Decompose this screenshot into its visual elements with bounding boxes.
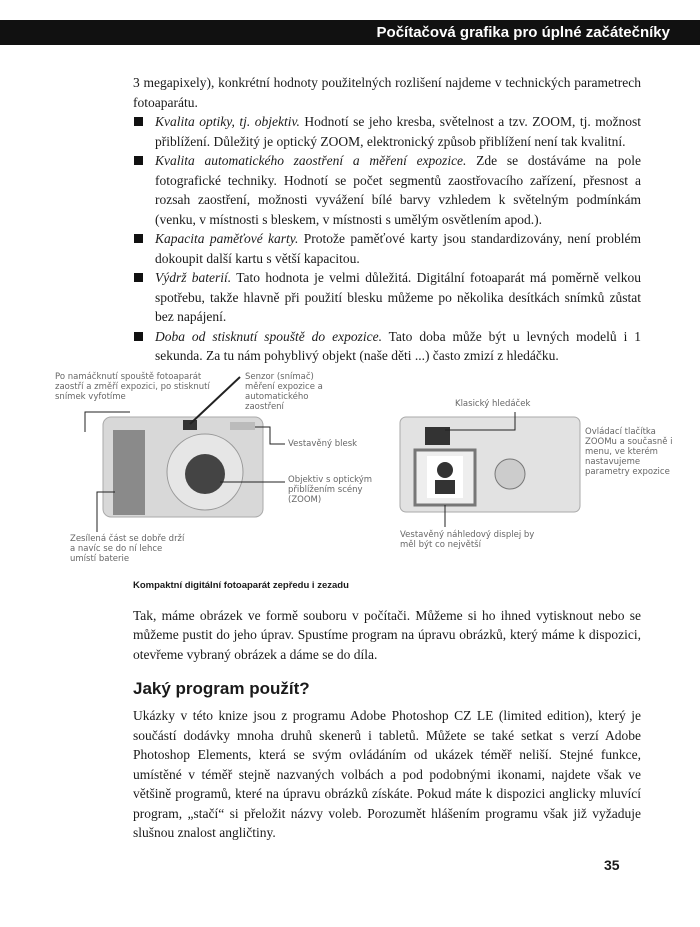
bullet-item bbox=[133, 268, 641, 327]
camera-figure bbox=[55, 372, 675, 577]
figure-caption: Kompaktní digitální fotoaparát zepředu i zezadu bbox=[133, 579, 349, 591]
label-lens: Objektiv s optickým přiblížením scény (ZOOM) bbox=[288, 474, 373, 505]
header-title: Počítačová grafika pro úplné začátečníky bbox=[376, 24, 670, 41]
bullet-item bbox=[133, 112, 641, 151]
section-heading: Jaký program použít? bbox=[133, 679, 310, 698]
bullet-item bbox=[133, 327, 641, 366]
label-viewfinder: Klasický hledáček bbox=[455, 398, 531, 409]
label-sensor: Senzor (snímač) měření expozice a automatického zaostření bbox=[245, 371, 323, 412]
bullet-term: Kapacita paměťové karty. bbox=[155, 231, 299, 246]
label-grip: Zesílená část se dobře drží a navíc se do ní lehce umístí baterie bbox=[70, 533, 185, 564]
bullet-term: Kvalita automatického zaostření a měření expozice. bbox=[155, 153, 467, 168]
bullet-term: Doba od stisknutí spouště do expozice. bbox=[155, 328, 382, 344]
page-number: 35 bbox=[604, 856, 620, 873]
bullet-text: Zde se dostáváme na pole fotografické techniky. Hodnotí se počet segmentů zaostřovacího zařízení, přesnost a rozsah zaostření, možnosti vyvážení bílé barvy vzhledem k světelným podmínkám (venku, v místnosti s bleskem, v místnosti s umělým osvětlením apod.). bbox=[155, 153, 641, 227]
bullet-item bbox=[133, 151, 641, 229]
paragraph: Ukázky v této knize jsou z programu Adobe Photoshop CZ LE (limited edition), který je součástí dodávky mnoha druhů skenerů i tabletů. Můžete se také setkat s verzí Adobe Photoshop Elements, která se svým ovládáním od ukázek téměř neliší. Stejné funkce, umístěné v téměř stejně nazvaných volbách a pod podobnými ikonami, najdete však ve většině programů, které na úpravu obrázků získáte. Pokud máte k dispozici anglicky mluvící program, „stačí“ si přeložit názvy voleb. Porozumět hlášením programu však již vyžaduje slušnou znalost angličtiny. bbox=[133, 708, 641, 840]
label-shutter: Po namáčknutí spouště fotoaparát zaostří a změří expozici, po stisknutí snímek vyfotíme bbox=[55, 371, 210, 402]
bullet-text: Tato doba může být u levných modelů i 1 sekunda. Za tu nám pohyblivý objekt (naše děti ...) často zmizí z hledáčku. bbox=[155, 328, 641, 363]
bullet-text: Protože paměťové karty jsou standardizovány, není problém dokoupit další kartu s větší kapacitou. bbox=[155, 231, 641, 266]
bullet-item bbox=[133, 229, 641, 268]
bullet-text: Tato hodnota je velmi důležitá. Digitální fotoaparát má poměrně velkou spotřebu, takže hlavně při použití blesku můžeme po několika desítkách snímků zůstat bez napájení. bbox=[155, 270, 641, 324]
paragraph: Tak, máme obrázek ve formě souboru v počítači. Můžeme si ho ihned vytisknout nebo se můžeme pustit do jeho úprav. Spustíme program na úpravu obrázků, který máme k dispozici, otevřeme vybraný obrázek a dáme se do díla. bbox=[133, 607, 641, 662]
label-flash: Vestavěný blesk bbox=[288, 438, 358, 449]
label-display: Vestavěný náhledový displej by měl být co největší bbox=[400, 529, 535, 550]
running-header bbox=[0, 20, 700, 45]
bullet-term: Výdrž baterií. bbox=[155, 270, 232, 285]
body-text bbox=[133, 73, 641, 366]
bullet-text: Hodnotí se jeho kresba, světelnost a tzv. ZOOM, tj. možnost přiblížení. Důležitý je optický ZOOM, elektronický způsob přiblížení není tak kvalitní. bbox=[155, 114, 642, 149]
intro-paragraph: 3 megapixely), konkrétní hodnoty použitelných rozlišení najdeme v technických parametrech fotoaparátu. bbox=[133, 75, 641, 110]
label-buttons: Ovládací tlačítka ZOOMu a současně i menu, ve kterém nastavujeme parametry expozice bbox=[585, 426, 673, 477]
bullet-term: Kvalita optiky, tj. objektiv. bbox=[155, 114, 300, 129]
